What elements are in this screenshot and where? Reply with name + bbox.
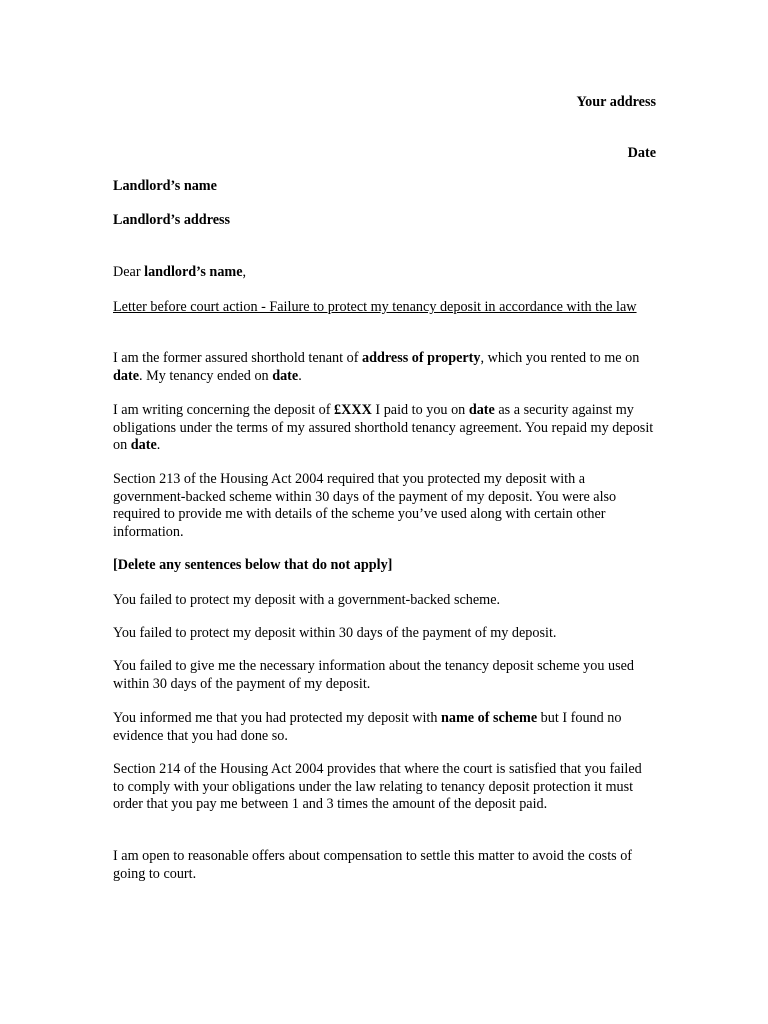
option-failed-30-days: You failed to protect my deposit within 30 days of the payment of my deposit. xyxy=(113,625,557,641)
tenancy-start-date-placeholder: date xyxy=(113,367,140,384)
para2-text-4: . xyxy=(156,437,161,453)
paragraph-tenancy xyxy=(113,350,658,385)
sender-address: Your address xyxy=(576,94,656,110)
salutation-prefix: Dear xyxy=(113,264,145,280)
option-no-evidence xyxy=(113,710,658,745)
paragraph-section-214: Section 214 of the Housing Act 2004 provides that where the court is satisfied that you failed to comply with your obligations under the law relating to tenancy deposit protection it must order that you pay me between 1 and 3 times the amount of the deposit paid. xyxy=(113,761,642,812)
option-failed-information: You failed to give me the necessary information about the tenancy deposit scheme you used within 30 days of the payment of my deposit. xyxy=(113,658,634,692)
recipient-name: Landlord’s name xyxy=(113,178,217,194)
salutation-suffix: , xyxy=(242,264,247,280)
property-address-placeholder: address of property xyxy=(362,350,481,366)
instruction-note: [Delete any sentences below that do not apply] xyxy=(113,557,393,573)
subject-line: Letter before court action - Failure to protect my tenancy deposit in accordance with the law xyxy=(113,299,637,315)
paragraph-section-213: Section 213 of the Housing Act 2004 required that you protected my deposit with a government-backed scheme within 30 days of the payment of my deposit. You were also required to provide me with details of the scheme you’ve used along with certain other information. xyxy=(113,471,617,540)
para2-text-3: as a security against my obligations under the terms of my assured shorthold tenancy agreement. You repaid my deposit on xyxy=(113,402,654,453)
option4-text-2: but I found no evidence that you had done so. xyxy=(113,710,622,744)
scheme-name-placeholder: name of scheme xyxy=(440,710,538,726)
para2-text-2: I paid to you on xyxy=(371,402,469,418)
salutation xyxy=(113,264,658,282)
deposit-paid-date-placeholder: date xyxy=(468,402,495,418)
option-failed-protect: You failed to protect my deposit with a government-backed scheme. xyxy=(113,592,501,608)
deposit-amount-placeholder: £XXX xyxy=(334,402,372,418)
para1-text-3: . My tenancy ended on xyxy=(139,367,273,384)
para1-text-2: , which you rented to me on xyxy=(480,350,640,366)
letter-date: Date xyxy=(627,145,656,161)
para1-text-1: I am the former assured shorthold tenant of xyxy=(113,350,362,366)
recipient-address: Landlord’s address xyxy=(113,212,231,228)
salutation-name: landlord’s name xyxy=(144,264,243,280)
paragraph-compensation: I am open to reasonable offers about compensation to settle this matter to avoid the costs of going to court. xyxy=(113,848,633,882)
option4-text-1: You informed me that you had protected my deposit with xyxy=(113,710,441,726)
tenancy-end-date-placeholder: date xyxy=(272,367,299,384)
para1-text-4: . xyxy=(298,367,302,384)
para2-text-1: I am writing concerning the deposit of xyxy=(113,402,335,418)
deposit-repaid-date-placeholder: date xyxy=(130,437,157,453)
paragraph-deposit xyxy=(113,402,658,455)
